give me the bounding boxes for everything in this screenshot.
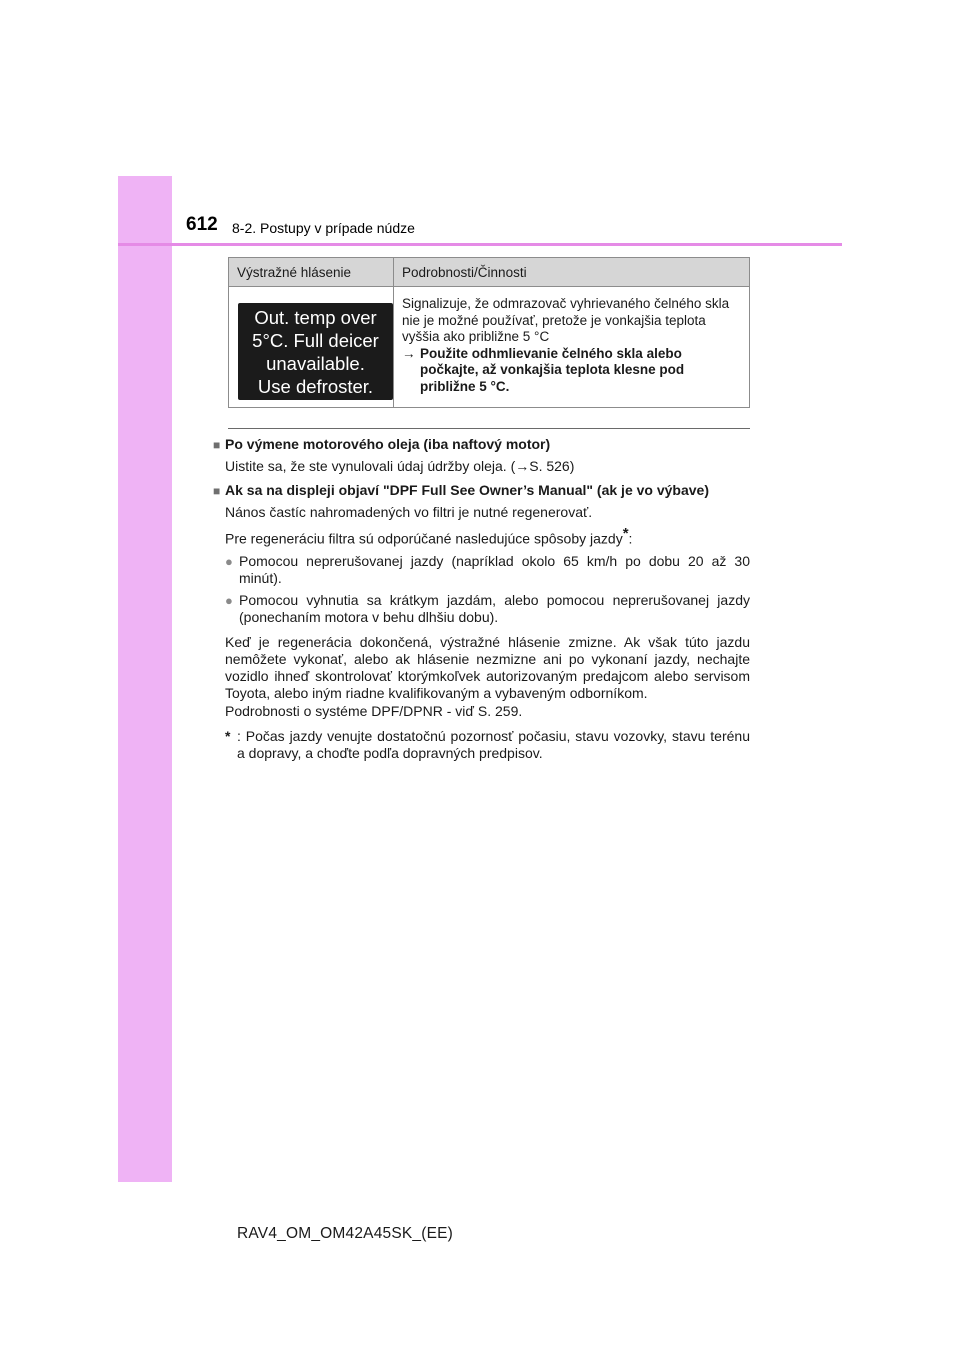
square-bullet-icon: ■: [213, 484, 221, 498]
col-header-warning: Výstražné hlásenie: [229, 258, 394, 287]
details-cell: [394, 287, 750, 408]
footnote-mark: *: [225, 727, 231, 744]
table-row: [229, 287, 750, 408]
dpf-text-1: Nános častíc nahromadených vo filtri je nutné regenerovať.: [225, 504, 593, 520]
dpf-section-title: Ak sa na displeji objaví "DPF Full See Owner’s Manual" (ak je vo výbave): [225, 482, 709, 498]
bullet-text-1: Pomocou neprerušovanej jazdy (napríklad okolo 65 km/h po dobu 20 až 30 minút).: [239, 552, 750, 586]
regeneration-paragraph: Keď je regenerácia dokončená, výstražné hlásenie zmizne. Ak však túto jazdu nemôžete vykonať, alebo ak hlásenie nezmizne ani po vykonaní jazdy, nechajte vozidlo ihneď skontrolovať ktorýmkoľvek autorizovaným predajcom alebo servisom Toyota, alebo iným riadne kvalifikovaným a vybaveným odborníkom.: [225, 633, 750, 701]
action-text: Použite odhmlievanie čelného skla alebo počkajte, až vonkajšia teplota klesne pod približne 5 °C.: [420, 345, 685, 394]
list-item: [225, 592, 750, 626]
action-line: [402, 346, 741, 396]
warning-message-table: [228, 257, 750, 408]
dpf-reference: Podrobnosti o systéme DPF/DPNR - viď S. 259.: [225, 702, 523, 719]
footnote: [225, 728, 750, 762]
document-code-footer: RAV4_OM_OM42A45SK_(EE): [237, 1225, 454, 1242]
warning-display-cell: [229, 287, 394, 408]
section-title: 8-2. Postupy v prípade núdze: [232, 220, 415, 236]
col-header-details: Podrobnosti/Činnosti: [394, 258, 750, 287]
dpf-text-2: [225, 525, 750, 548]
dpf-text-2-end: :: [628, 530, 633, 547]
oil-section-heading: [213, 436, 750, 454]
table-header-row: [229, 258, 750, 287]
oil-section-title: Po výmene motorového oleja (iba naftový motor): [225, 436, 551, 452]
footnote-text: : Počas jazdy venujte dostatočnú pozornosť počasiu, stavu vozovky, stavu terénu a dopravy, a choďte podľa dopravných predpisov.: [237, 727, 750, 761]
list-item: [225, 553, 750, 587]
details-text: Signalizuje, že odmrazovač vyhrievaného čelného skla nie je možné používať, pretože je vonkajšia teplota vyššia ako približne 5 °C: [402, 296, 730, 344]
footnote-asterisk: *: [622, 525, 629, 542]
square-bullet-icon: ■: [213, 438, 221, 452]
dpf-text-2-main: Pre regeneráciu filtra sú odporúčané nasledujúce spôsoby jazdy: [225, 530, 623, 547]
header-rule: [118, 243, 842, 246]
round-bullet-icon: ●: [225, 553, 233, 569]
round-bullet-icon: ●: [225, 592, 233, 608]
display-message-text: Out. temp over 5°C. Full deicer unavailable. Use defroster.: [252, 306, 379, 397]
oil-section-text: Uistite sa, že ste vynulovali údaj údržby oleja. (→S. 526): [225, 458, 575, 474]
bullet-text-2: Pomocou vyhnutia sa krátkym jazdám, alebo pomocou neprerušovanej jazdy (ponechaním motora v behu dlhšiu dobu).: [239, 591, 750, 625]
main-content: [213, 433, 750, 762]
dpf-section-heading: [213, 482, 750, 500]
page-number: 612: [186, 214, 218, 235]
section-divider: [228, 428, 750, 429]
side-tab-band: [118, 176, 172, 1182]
display-message-image: [238, 303, 393, 400]
arrow-icon: →: [402, 345, 416, 361]
